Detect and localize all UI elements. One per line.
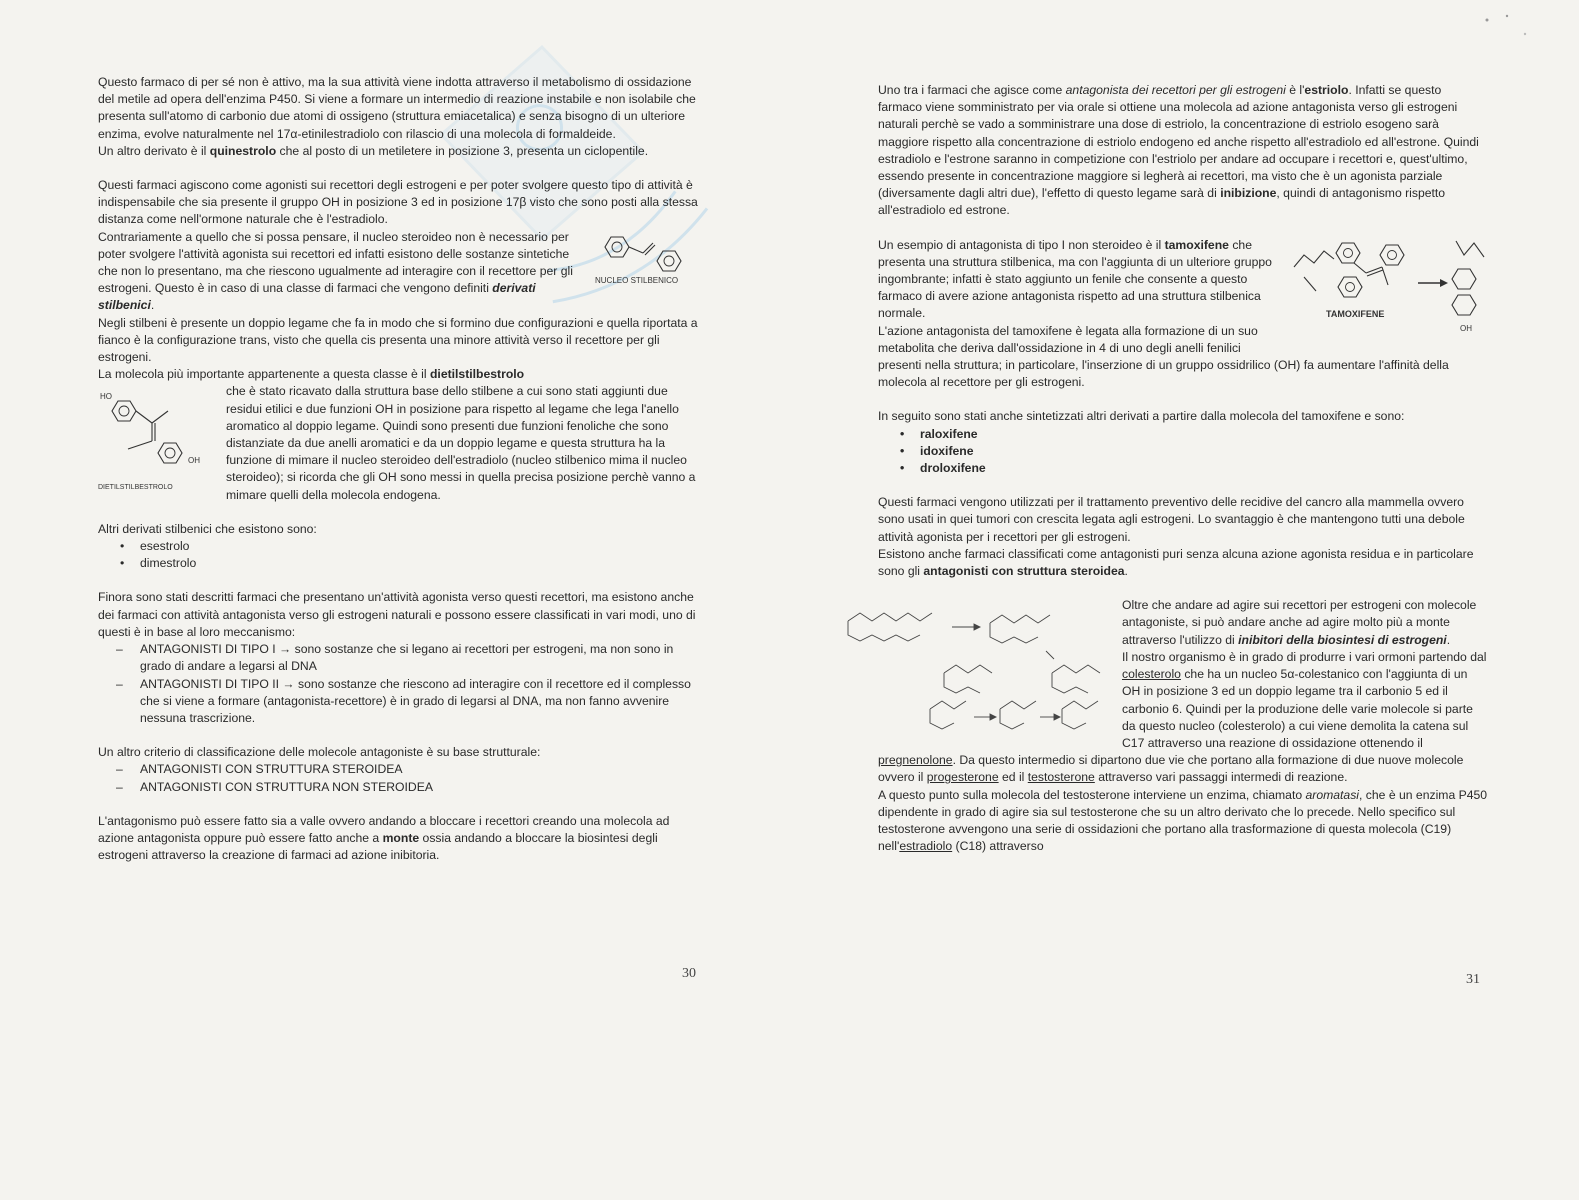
tamoxifene-oh-label: OH [1460, 323, 1472, 333]
list-stilbene-derivatives [98, 538, 703, 572]
page-left [98, 74, 703, 1192]
paragraph-other-stilbenes: Altri derivati stilbenici che esistono sono: [98, 521, 317, 536]
term-derivati-stilbenici: derivati stilbenici [98, 281, 536, 313]
paragraph-recidive: Questi farmaci vengono utilizzati per il trattamento preventivo delle recidive del cancro alla mammella ovvero sono usati in quei tumori con crescita legata agli estrogeni. Lo svantaggio è che mantengono tutti una debole attività agonista per i recettori per gli estrogeni. Esistono anche farmaci classificati come antagonisti puri senza alcuna azione agonista residua e in particolare sono gli antagonisti con struttura steroidea. [878, 495, 1474, 579]
paragraph-antagonists-intro: Finora sono stati descritti farmaci che presentano un'attività agonista verso questi recettori, ma esistono anche dei farmaci con attività antagonista verso gli estrogeni naturali e possono essere classificati in vari modi, uno di questi è in base al loro meccanismo: [98, 590, 696, 639]
tamoxifene-figure [1290, 237, 1488, 337]
dietilstilbestrolo-figure [98, 383, 216, 495]
stilbene-label: NUCLEO STILBENICO [595, 275, 679, 285]
list-antagonist-structure [98, 761, 703, 795]
scan-marks [1479, 12, 1539, 42]
paragraph-tamoxifene: TAMOXIFENE OH Un esempio di antagonista di tipo I non steroideo è il tamoxifene che presenta una struttura stilbenica, ma con l'aggiunta di un ulteriore gruppo ingombrante; infatti è stato aggiunto un fenile che consente a questo farmaco di avere azione antagonista rispetto ad una struttura stilbenica normale. L'azione antagonista del tamoxifene è legata alla formazione di un suo metabolita che deriva dall'ossidazione in 4 di uno degli anelli fenilici presenti nella struttura; in particolare, l'inserzione di un gruppo ossidrilico (OH) fa aumentare l'affinità della molecola al recettore per gli estrogeni. [878, 237, 1488, 392]
term-quinestrolo: quinestrolo [209, 143, 277, 158]
list-item: – ANTAGONISTI CON STRUTTURA STEROIDEA [98, 761, 703, 778]
steroid-biosynthesis-figure [834, 597, 1112, 743]
page-number-right: 31 [1466, 972, 1480, 987]
paragraph-biosynthesis: Oltre che andare ad agire sui recettori per estrogeni con molecole antagoniste, si può andare anche ad agire molto più a monte attraverso l'utilizzo di inibitori della biosintesi di estrogeni. Il nostro organismo è in grado di produrre i vari ormoni partendo dal colesterolo che ha un nucleo 5α-colestanico con l'aggiunta di un OH in posizione 3 ed un doppio legame tra il carbonio 5 ed il carbonio 6. Quindi per la produzione delle varie molecole si parte da questo nucleo (colesterolo) a cui viene demolita la catena sul C17 attraverso una reazione di ossidazione ottenendo il pregnenolone. Da questo intermedio si dipartono due vie che portano alla formazione di due nuove molecole ovvero il progesterone ed il testosterone attraverso vari passaggi intermedi di reazione. A questo punto sulla molecola del testosterone interviene un enzima, chiamato aromatasi, che è un enzima P450 dipendente in grado di agire sia sul testosterone che su un altro derivato che lo precede. Nello specifico sul testosterone avvengono una serie di ossidazioni che portano alla trasformazione di questa molecola (C19) nell'estradiolo (C18) attraverso [878, 597, 1488, 855]
list-item: • dimestrolo [98, 555, 703, 572]
paragraph-structural-criterion: Un altro criterio di classificazione delle molecole antagoniste è su base strutturale: [98, 745, 541, 760]
term-dietilstilbestrolo: dietilstilbestrolo [429, 367, 525, 382]
paragraph-metabolism: Questo farmaco di per sé non è attivo, ma la sua attività viene indotta attraverso il metabolismo di ossidazione del metile ad opera dell'enzima P450. Si viene a formare un intermedio di reazione instabile e non isolabile che presenta sull'atomo di carbonio due atomi di ossigeno (struttura emiacetalica) e senza bisogno di un ulteriore enzima, evolve naturalmente nel 17α-etinilestradiolo con rilascio di una molecola di formaldeide. Un altro derivato è il quinestrolo che al posto di un metiletere in posizione 3, presenta un ciclopentile. [98, 75, 696, 158]
list-antagonist-mechanism [98, 641, 703, 727]
paragraph-des: HO OH DIETILSTILBESTROLO che è stato ricavato dalla struttura base dello stilbene a cui sono stati aggiunti due residui etilici e due funzioni OH in posizione para rispetto al legame che lega l'anello aromatico al doppio legame. Quindi sono presenti due funzioni fenoliche che sono distanziate da due anelli aromatici e da un doppio legame e questa struttura ha la funzione di mimare il nucleo steroideo dell'estradiolo (nucleo stilbenico mima il nucleo steroideo); si ricorda che gli OH sono messi in quella precisa posizione perchè vanno a mimare quelli della molecola endogena. [98, 384, 696, 502]
tamoxifene-label: TAMOXIFENE [1326, 308, 1385, 319]
term-estriolo: estriolo [1304, 83, 1349, 97]
list-tamoxifene-derivatives [878, 426, 1488, 478]
list-item: – ANTAGONISTI DI TIPO II → sono sostanze che riescono ad interagire con il recettore ed il complesso che si viene a formare (antagonista-recettore) è in grado di legarsi al DNA, ma non fanno avvenire nessuna trascrizione. [98, 676, 703, 728]
list-item: • raloxifene [878, 426, 1488, 443]
paragraph-tamoxifene-derivatives: In seguito sono stati anche sintetizzati altri derivati a partire dalla molecola del tamoxifene e sono: [878, 409, 1405, 424]
paragraph-estriolo: Uno tra i farmaci che agisce come antagonista dei recettori per gli estrogeni è l'estriolo. Infatti se questo farmaco viene somministrato per via orale si ottiene una molecola ad azione antagonista verso gli estrogeni naturali perchè se vado a somministrare una dose di estriolo, la concentrazione di estriolo esogeno sarà maggiore rispetto alla concentrazione di estriolo endogeno ed anche rispetto all'estradiolo ed all'estrone. Quindi estradiolo e l'estrone saranno in competizione con l'estriolo per andare ad occupare i recettori e, quest'ultimo, essendo presente in concentrazione maggiore si legherà ai recettori, ma visto che è un agonista parziale (diversamente dagli altri due), l'effetto di questo legame sarà di inibizione, quindi di antagonismo rispetto all'estradiolo ed estrone. [878, 83, 1479, 218]
des-ho-label: HO [100, 392, 112, 402]
list-item: • droloxifene [878, 460, 1488, 477]
stilbene-nucleus-figure [591, 229, 703, 285]
des-label: DIETILSTILBESTROLO [98, 484, 173, 492]
list-item: • idoxifene [878, 443, 1488, 460]
page-number-left: 30 [682, 966, 696, 981]
list-item: – ANTAGONISTI CON STRUTTURA NON STEROIDEA [98, 779, 703, 796]
list-item: – ANTAGONISTI DI TIPO I → sono sostanze che si legano ai recettori per estrogeni, ma non sono in grado di andare a legarsi al DNA [98, 641, 703, 675]
paragraph-antagonism: L'antagonismo può essere fatto sia a valle ovvero andando a bloccare i recettori creando una molecola ad azione antagonista oppure può essere fatto anche a monte ossia andando a bloccare la biosintesi degli estrogeni attraverso la creazione di farmaci ad azione inibitoria. [98, 813, 670, 863]
list-item: • esestrolo [98, 538, 703, 555]
paragraph-agonists: Questi farmaci agiscono come agonisti sui recettori degli estrogeni e per poter svolgere questo tipo di attività è indispensabile che sia presente il gruppo OH in posizione 3 ed in posizione 17β visto che sono posti alla stessa distanza come nell'ormone naturale che è l'estradiolo. NUCLEO STILBENICO Contrariamente a quello che si possa pensare, il nucleo steroideo non è necessario per poter svolgere l'attività agonista sui recettori ed infatti esistono delle sostanze sintetiche che non lo presentano, ma che riescono ugualmente ad interagire con il recettore per gli estrogeni. Questo è in caso di una classe di farmaci che vengono definiti derivati stilbenici. Negli stilbeni è presente un doppio legame che fa in modo che si formino due configurazioni e quella riportata a fianco è la configurazione trans, visto che quella cis presenta una minore attività verso il recettore per gli estrogeni. La molecola più importante appartenente a questa classe è il dietilstilbestrolo [98, 177, 703, 383]
des-oh-label: OH [188, 456, 200, 466]
term-tamoxifene: tamoxifene [1164, 237, 1229, 252]
page-right [878, 82, 1488, 1200]
